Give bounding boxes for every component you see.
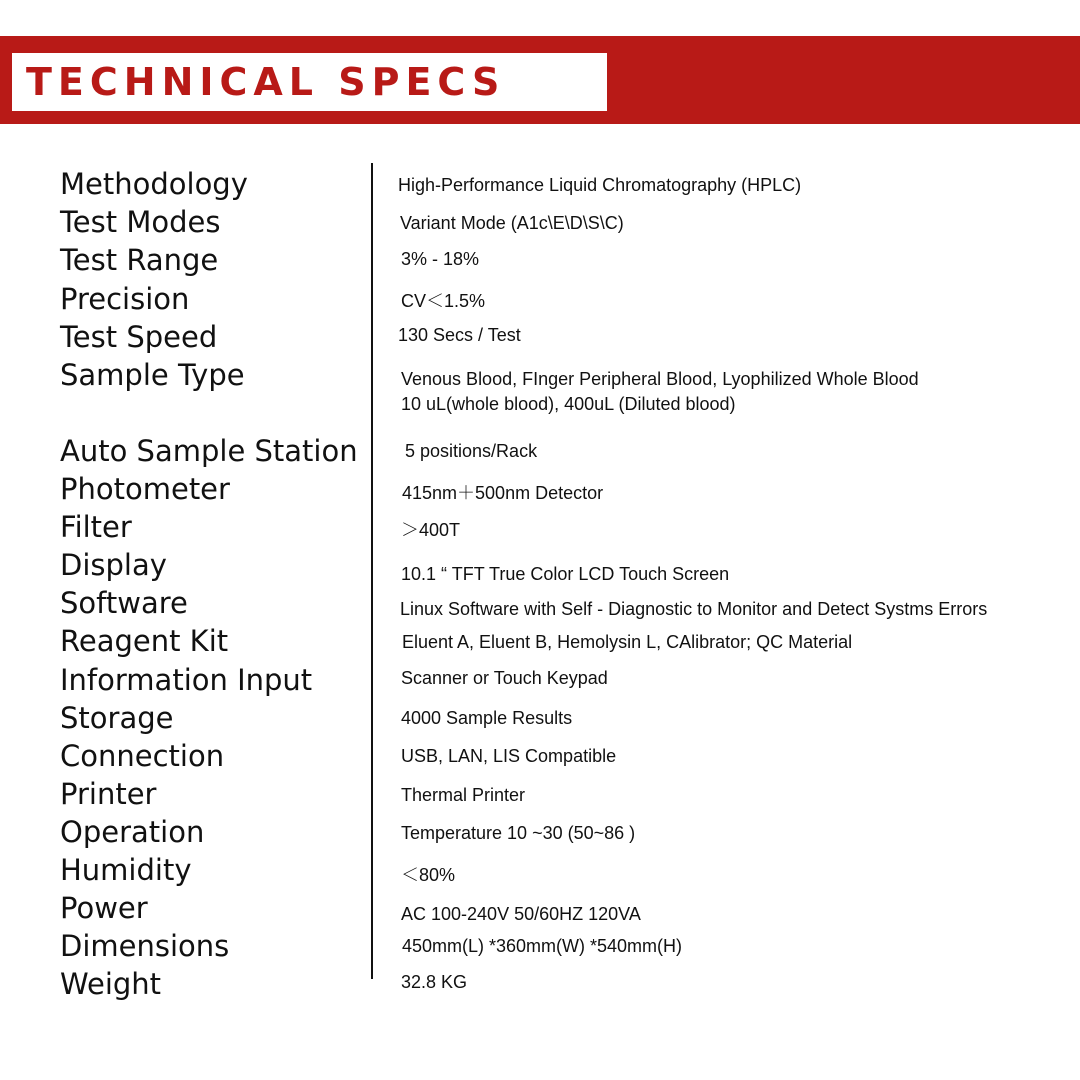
spec-value-dimensions: 450mm(L) *360mm(W) *540mm(H) (402, 936, 683, 956)
spec-label-methodology: Methodology (60, 167, 248, 201)
spec-label-printer: Printer (60, 777, 157, 811)
spec-value-sample-type-volume: 10 uL(whole blood), 400uL (Diluted blood) (401, 394, 736, 414)
spec-label-software: Software (60, 586, 188, 620)
spec-value-reagent-kit: Eluent A, Eluent B, Hemolysin L, CAlibrator; QC Material (402, 632, 853, 652)
spec-value-display: 10.1 “ TFT True Color LCD Touch Screen (401, 564, 730, 584)
spec-label-photometer: Photometer (60, 472, 230, 506)
spec-value-test-range: 3% - 18% (401, 249, 480, 269)
spec-label-display: Display (60, 548, 167, 582)
spec-label-test-modes: Test Modes (60, 205, 221, 239)
spec-value-photometer: 415nm＋500nm Detector (402, 483, 604, 503)
spec-label-connection: Connection (60, 739, 225, 773)
spec-value-storage: 4000 Sample Results (401, 708, 573, 728)
spec-label-auto-sample-station: Auto Sample Station (60, 434, 358, 468)
column-divider (371, 163, 373, 979)
spec-label-test-speed: Test Speed (60, 320, 218, 354)
spec-label-weight: Weight (60, 967, 162, 1001)
spec-value-test-modes: Variant Mode (A1c\E\D\S\C) (400, 213, 624, 233)
spec-label-information-input: Information Input (60, 663, 313, 697)
spec-value-operation: Temperature 10 ~30 (50~86 ) (401, 823, 636, 843)
spec-value-humidity: ＜80% (401, 865, 456, 885)
spec-label-dimensions: Dimensions (60, 929, 230, 963)
page-title: TECHNICAL SPECS (26, 60, 506, 104)
spec-value-weight: 32.8 KG (401, 972, 468, 992)
spec-value-methodology: High-Performance Liquid Chromatography (HPLC) (398, 175, 802, 195)
spec-label-test-range: Test Range (60, 243, 219, 277)
spec-value-software: Linux Software with Self - Diagnostic to Monitor and Detect Systms Errors (400, 599, 988, 619)
spec-label-storage: Storage (60, 701, 174, 735)
spec-label-operation: Operation (60, 815, 205, 849)
spec-label-power: Power (60, 891, 148, 925)
spec-value-information-input: Scanner or Touch Keypad (401, 668, 608, 688)
spec-value-power: AC 100-240V 50/60HZ 120VA (401, 904, 641, 924)
spec-value-sample-type: Venous Blood, FInger Peripheral Blood, Lyophilized Whole Blood (401, 369, 919, 389)
spec-label-filter: Filter (60, 510, 132, 544)
spec-value-connection: USB, LAN, LIS Compatible (401, 746, 617, 766)
spec-value-auto-sample-station: 5 positions/Rack (405, 441, 538, 461)
spec-label-precision: Precision (60, 282, 190, 316)
spec-label-sample-type: Sample Type (60, 358, 245, 392)
spec-label-humidity: Humidity (60, 853, 192, 887)
spec-value-filter: ＞400T (401, 520, 461, 540)
spec-value-test-speed: 130 Secs / Test (398, 325, 521, 345)
spec-label-reagent-kit: Reagent Kit (60, 624, 229, 658)
spec-value-printer: Thermal Printer (401, 785, 526, 805)
spec-value-precision: CV＜1.5% (401, 291, 486, 311)
